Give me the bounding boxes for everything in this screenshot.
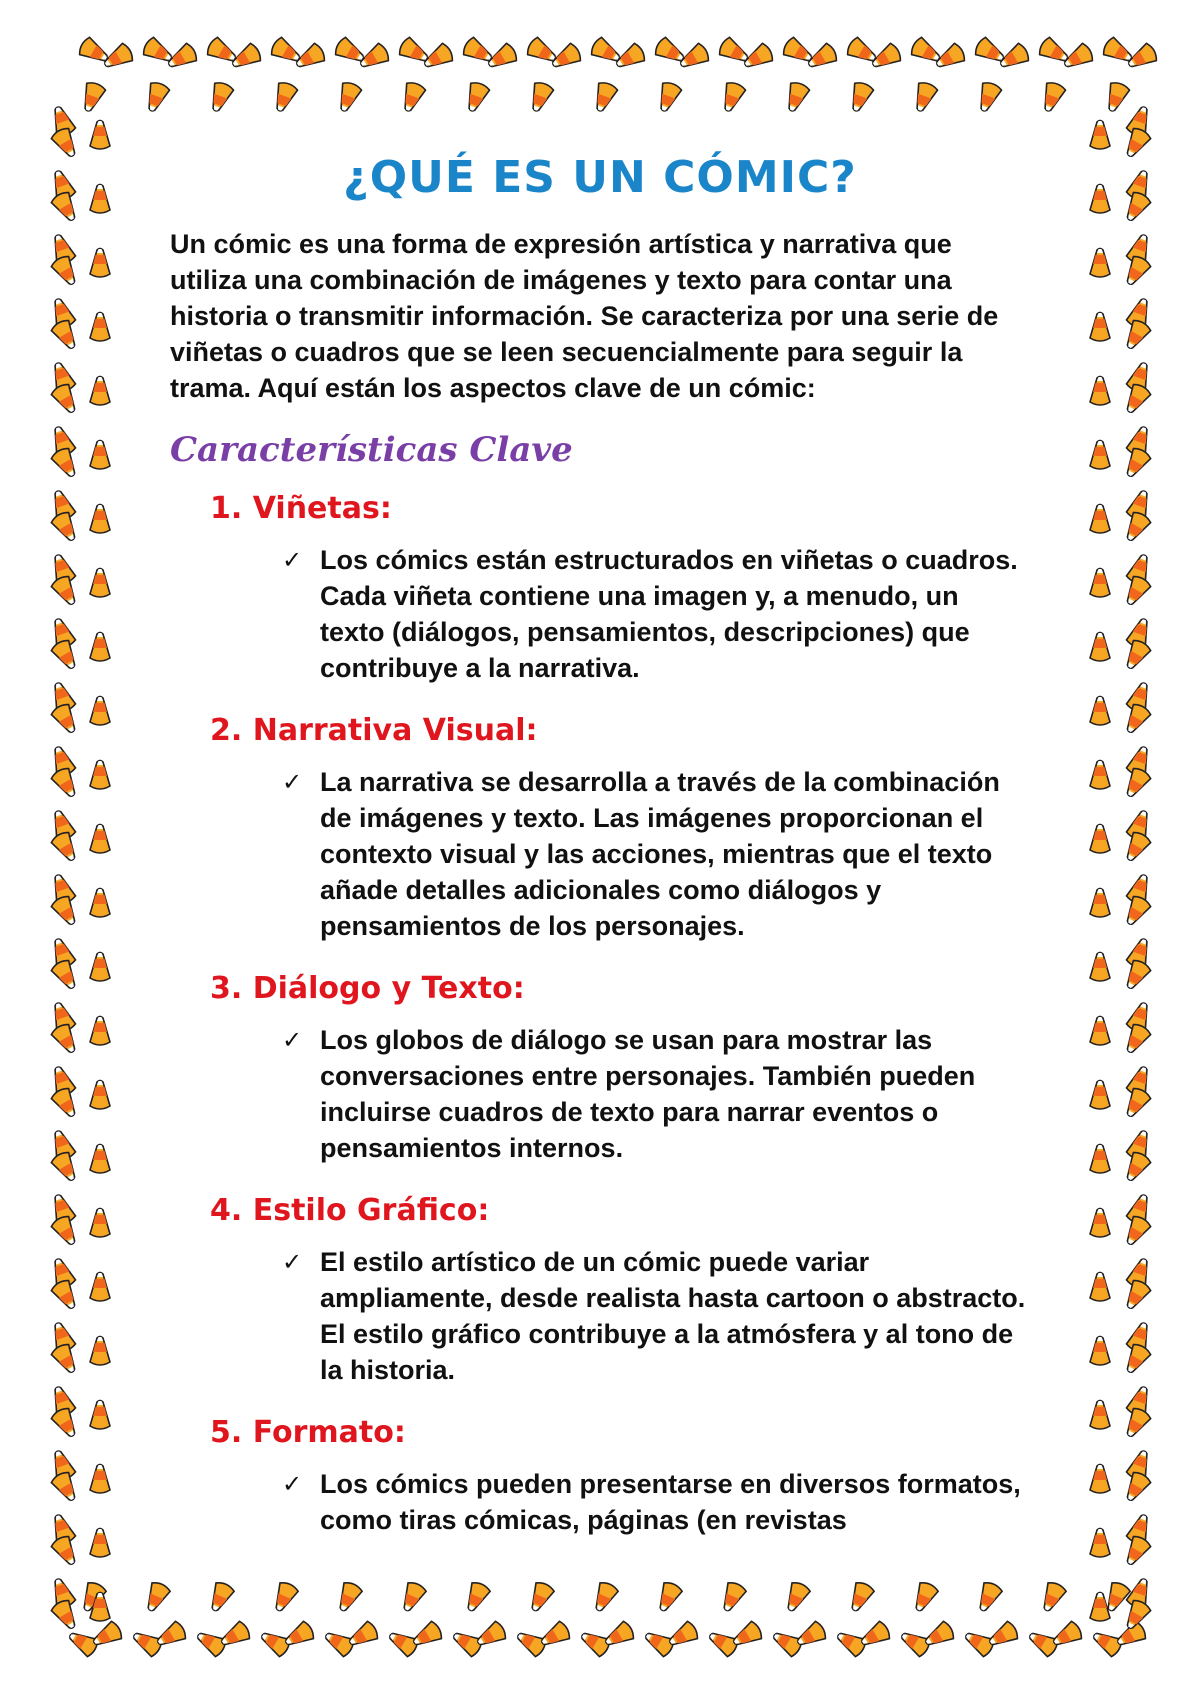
candy-corn-icon: [1121, 702, 1153, 737]
candy-corn-icon: [50, 1150, 82, 1185]
candy-corn-icon: [1090, 1337, 1110, 1366]
candy-corn-icon: [461, 1580, 491, 1614]
candy-corn-icon: [590, 80, 619, 114]
candy-corn-icon: [1090, 1529, 1110, 1558]
candy-corn-icon: [1090, 761, 1110, 790]
candy-corn-icon: [1090, 121, 1110, 150]
candy-corn-icon: [1121, 574, 1153, 609]
candy-corn-icon: [1090, 185, 1110, 214]
candy-corn-icon: [50, 1598, 82, 1633]
candy-corn-icon: [1121, 1214, 1153, 1249]
candy-corn-icon: [90, 1337, 110, 1366]
checkmark-icon: ✓: [282, 546, 303, 574]
candy-corn-icon: [589, 1580, 619, 1614]
candy-corn-icon: [90, 1145, 110, 1174]
candy-corn-icon: [50, 126, 82, 161]
candy-corn-icon: [90, 1273, 110, 1302]
candy-corn-icon: [90, 697, 110, 726]
item-text: El estilo artístico de un cómic puede variar ampliamente, desde realista hasta cartoon o abstracto. El estilo gráfico contribuye a la atmósfera y al tono de la historia.: [320, 1247, 1026, 1385]
candy-corn-icon: [50, 190, 82, 225]
candy-corn-icon: [1090, 1081, 1110, 1110]
candy-corn-icon: [90, 761, 110, 790]
candy-corn-icon: [1121, 382, 1153, 417]
candy-corn-icon: [50, 1214, 82, 1249]
candy-corn-icon: [1090, 1209, 1110, 1238]
candy-corn-icon: [462, 80, 491, 114]
candy-corn-icon: [1090, 569, 1110, 598]
candy-corn-icon: [90, 313, 110, 342]
checkmark-icon: ✓: [282, 1470, 303, 1498]
candy-corn-icon: [50, 1534, 82, 1569]
candy-corn-icon: [1090, 441, 1110, 470]
candy-corn-icon: [50, 702, 82, 737]
candy-corn-icon: [1102, 80, 1131, 114]
candy-corn-icon: [909, 1580, 939, 1614]
candy-corn-icon: [1121, 510, 1153, 545]
candy-corn-icon: [50, 1406, 82, 1441]
candy-corn-icon: [1090, 1145, 1110, 1174]
list-item: [170, 1402, 1030, 1538]
item-bullet: [170, 542, 1030, 686]
candy-corn-icon: [1121, 766, 1153, 801]
candy-corn-icon: [1090, 889, 1110, 918]
candy-corn-icon: [1121, 1470, 1153, 1505]
candy-corn-icon: [333, 1580, 363, 1614]
list-item: [170, 1180, 1030, 1388]
document-body: [170, 150, 1030, 1552]
candy-corn-icon: [50, 1022, 82, 1057]
candy-corn-icon: [90, 377, 110, 406]
candy-corn-icon: [718, 80, 747, 114]
candy-corn-icon: [90, 441, 110, 470]
candy-corn-icon: [781, 1580, 811, 1614]
candy-corn-icon: [50, 510, 82, 545]
candy-corn-icon: [1121, 1406, 1153, 1441]
candy-corn-icon: [1121, 1534, 1153, 1569]
candy-corn-icon: [90, 185, 110, 214]
candy-corn-icon: [1121, 318, 1153, 353]
candy-corn-icon: [90, 889, 110, 918]
candy-corn-icon: [50, 830, 82, 865]
intro-paragraph: Un cómic es una forma de expresión artística y narrativa que utiliza una combinación de imágenes y texto para contar una historia o transmitir información. Se caracteriza por una serie de viñetas o cuadros que se leen secuencialmente para seguir la trama. Aquí están los aspectos clave de un cómic:: [170, 229, 999, 403]
candy-corn-icon: [1090, 825, 1110, 854]
candy-corn-icon: [90, 121, 110, 150]
candy-corn-icon: [90, 505, 110, 534]
candy-corn-icon: [1121, 1086, 1153, 1121]
candy-corn-icon: [270, 80, 299, 114]
candy-corn-icon: [1121, 894, 1153, 929]
candy-corn-icon: [910, 80, 939, 114]
candy-corn-icon: [1090, 1465, 1110, 1494]
candy-corn-icon: [782, 80, 811, 114]
candy-corn-icon: [1090, 633, 1110, 662]
candy-corn-icon: [50, 766, 82, 801]
candy-corn-icon: [974, 80, 1003, 114]
candy-corn-icon: [1121, 446, 1153, 481]
candy-corn-icon: [1090, 505, 1110, 534]
item-heading: 3. Diálogo y Texto:: [210, 971, 525, 1006]
candy-corn-icon: [50, 446, 82, 481]
item-heading: 1. Viñetas:: [210, 491, 392, 526]
candy-corn-icon: [1121, 254, 1153, 289]
candy-corn-icon: [50, 1342, 82, 1377]
item-heading: 4. Estilo Gráfico:: [210, 1193, 490, 1228]
candy-corn-icon: [525, 1580, 555, 1614]
candy-corn-icon: [50, 1278, 82, 1313]
candy-corn-icon: [1090, 249, 1110, 278]
candy-corn-icon: [1090, 1273, 1110, 1302]
candy-corn-icon: [90, 825, 110, 854]
candy-corn-icon: [1090, 1401, 1110, 1430]
item-text: Los globos de diálogo se usan para mostrar las conversaciones entre personajes. También pueden incluirse cuadros de texto para narrar eventos o pensamientos internos.: [320, 1025, 976, 1163]
item-text: La narrativa se desarrolla a través de la combinación de imágenes y texto. Las imágenes proporcionan el contexto visual y las acciones, mientras que el texto añade detalles adicionales como diálogos y pensamientos de los personajes.: [320, 767, 1000, 941]
candy-corn-icon: [1090, 697, 1110, 726]
candy-corn-icon: [1121, 1150, 1153, 1185]
candy-corn-icon: [269, 1580, 299, 1614]
candy-corn-icon: [205, 1580, 235, 1614]
candy-corn-icon: [1090, 953, 1110, 982]
item-text: Los cómics están estructurados en viñetas o cuadros. Cada viñeta contiene una imagen y, a menudo, un texto (diálogos, pensamientos, descripciones) que contribuye a la narrativa.: [320, 545, 1018, 683]
candy-corn-icon: [90, 249, 110, 278]
candy-corn-icon: [50, 958, 82, 993]
list-item: [170, 700, 1030, 944]
item-bullet: [170, 1466, 1030, 1538]
candy-corn-icon: [845, 1580, 875, 1614]
candy-corn-icon: [1121, 190, 1153, 225]
candy-corn-icon: [50, 894, 82, 929]
candy-corn-icon: [654, 80, 683, 114]
candy-corn-icon: [50, 254, 82, 289]
candy-corn-icon: [1090, 313, 1110, 342]
candy-corn-icon: [1121, 958, 1153, 993]
candy-corn-icon: [1037, 1580, 1067, 1614]
candy-corn-icon: [90, 1081, 110, 1110]
candy-corn-icon: [141, 1580, 171, 1614]
checkmark-icon: ✓: [282, 768, 303, 796]
candy-corn-icon: [50, 318, 82, 353]
candy-corn-icon: [1090, 377, 1110, 406]
section-heading: Características Clave: [170, 430, 573, 470]
candy-corn-icon: [50, 638, 82, 673]
candy-corn-icon: [1121, 830, 1153, 865]
candy-corn-icon: [90, 569, 110, 598]
candy-corn-icon: [142, 80, 171, 114]
candy-corn-icon: [1121, 638, 1153, 673]
candy-corn-icon: [398, 80, 427, 114]
candy-corn-icon: [50, 1470, 82, 1505]
candy-corn-icon: [90, 1209, 110, 1238]
candy-corn-icon: [90, 1401, 110, 1430]
page-title: ¿QUÉ ES UN CÓMIC?: [343, 152, 857, 203]
list-item: [170, 958, 1030, 1166]
candy-corn-icon: [50, 1086, 82, 1121]
item-heading: 5. Formato:: [210, 1415, 406, 1450]
candy-corn-icon: [90, 953, 110, 982]
item-bullet: [170, 1022, 1030, 1166]
checkmark-icon: ✓: [282, 1026, 303, 1054]
checkmark-icon: ✓: [282, 1248, 303, 1276]
candy-corn-icon: [78, 80, 107, 114]
item-bullet: [170, 764, 1030, 944]
candy-corn-icon: [397, 1580, 427, 1614]
candy-corn-icon: [334, 80, 363, 114]
candy-corn-icon: [1121, 1278, 1153, 1313]
candy-corn-icon: [1121, 1022, 1153, 1057]
candy-corn-icon: [90, 1017, 110, 1046]
list-item: [170, 478, 1030, 686]
candy-corn-icon: [653, 1580, 683, 1614]
candy-corn-icon: [1121, 1342, 1153, 1377]
item-heading: 2. Narrativa Visual:: [210, 713, 538, 748]
characteristics-list: [170, 478, 1030, 1538]
item-bullet: [170, 1244, 1030, 1388]
candy-corn-icon: [526, 80, 555, 114]
candy-corn-icon: [50, 574, 82, 609]
candy-corn-icon: [1090, 1017, 1110, 1046]
candy-corn-icon: [50, 382, 82, 417]
candy-corn-icon: [846, 80, 875, 114]
candy-corn-icon: [717, 1580, 747, 1614]
candy-corn-icon: [973, 1580, 1003, 1614]
candy-corn-icon: [1090, 1593, 1110, 1622]
candy-corn-icon: [90, 1465, 110, 1494]
candy-corn-icon: [1038, 80, 1067, 114]
candy-corn-icon: [90, 633, 110, 662]
candy-corn-icon: [90, 1529, 110, 1558]
candy-corn-icon: [206, 80, 235, 114]
item-text: Los cómics pueden presentarse en diversos formatos, como tiras cómicas, páginas (en revistas: [320, 1469, 1021, 1535]
candy-corn-icon: [1121, 126, 1153, 161]
